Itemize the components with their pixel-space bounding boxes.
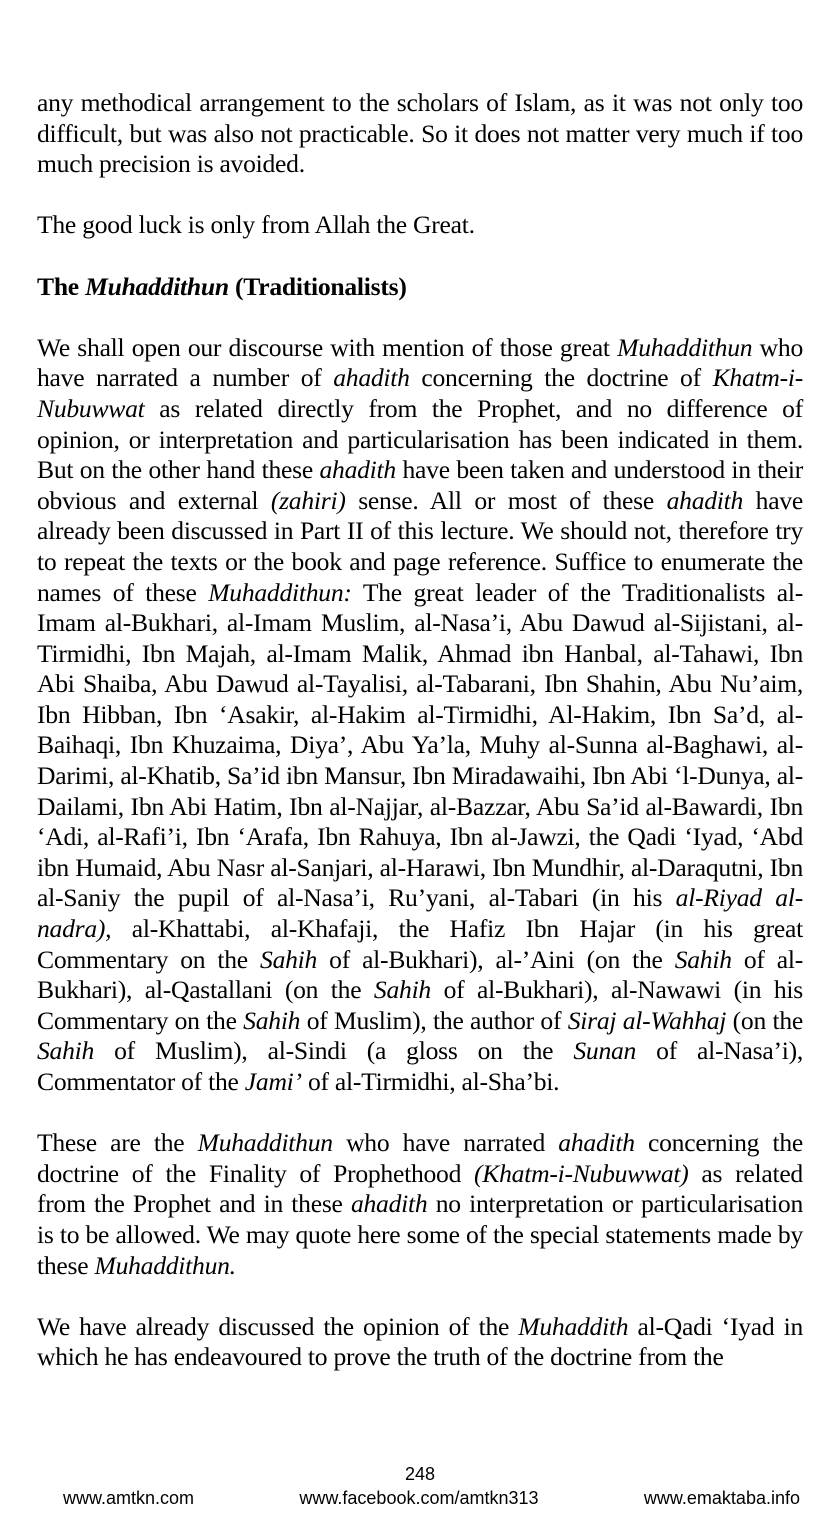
italic-term: ahadith	[350, 1189, 428, 1219]
paragraph-p1	[37, 88, 803, 180]
text-run: of al-Nasa’i), Commentator of the	[37, 1036, 803, 1096]
text-run: The good luck is only from Allah the Great.	[37, 210, 475, 240]
italic-term: Jami’	[244, 1067, 302, 1096]
italic-term: Sahih	[373, 975, 431, 1005]
text-run: (on the	[726, 1005, 803, 1035]
text-run: who have narrated	[332, 1128, 559, 1158]
text-run: have been taken and understood in their obvious and external	[37, 455, 803, 515]
italic-term: Muhaddith	[518, 1311, 629, 1341]
paragraph-p3	[37, 333, 803, 1098]
text-run: The	[37, 271, 86, 301]
italic-term: Sahih	[260, 944, 318, 974]
text-run: any methodical arrangement to the scholars of Islam, as it was not only too difficult, but was also not practicable. So it does not matter very much if too much precision is avoided.	[37, 88, 803, 179]
italic-term: (Khatm-i-Nubuwwat)	[474, 1158, 689, 1188]
text-run: of al-Bukhari), al-’Aini (on the	[317, 944, 675, 974]
footer-link-facebook[interactable]: www.facebook.com/amtkn313	[299, 1488, 539, 1508]
paragraph-p2	[37, 210, 803, 241]
footer-link-amtkn[interactable]: www.amtkn.com	[63, 1488, 195, 1508]
italic-term: al-Riyad al-nadra),	[37, 883, 803, 944]
text-run: as related from the Prophet and in these	[37, 1158, 803, 1219]
text-run: no interpretation or particularisation is to be allowed. We may quote here some of the special statements made by these	[37, 1189, 803, 1280]
text-run: who have narrated a number of	[37, 332, 803, 393]
text-run: of al-Bukhari), al-Qastallani (on the	[37, 944, 804, 1005]
footer-link-emaktaba[interactable]: www.emaktaba.info	[643, 1488, 800, 1508]
text-run: of Muslim), al-Sindi (a gloss on the	[94, 1036, 574, 1066]
text-run: al-Khattabi, al-Khafaji, the Hafiz Ibn Hajar (in his great Commentary on the	[37, 914, 803, 974]
italic-term: Muhaddithun.	[94, 1250, 236, 1280]
italic-term: Sahih	[674, 944, 732, 974]
italic-term: ahadith	[666, 485, 744, 515]
italic-term: ahadith	[333, 363, 410, 393]
italic-term: ahadith	[558, 1128, 635, 1158]
paragraph-p4	[37, 1128, 803, 1281]
italic-term: Sahih	[37, 1036, 95, 1066]
page-footer	[0, 1463, 840, 1509]
page-body	[37, 88, 803, 1373]
text-run: sense. All or most of these	[345, 485, 667, 515]
text-run: concerning the doctrine of the Finality of Prophethood	[37, 1128, 803, 1188]
italic-term: ahadith	[319, 455, 396, 485]
section-heading	[37, 272, 803, 303]
text-run: We have already discussed the opinion of the	[37, 1311, 519, 1341]
footer-links	[0, 1485, 840, 1509]
paragraph-p5	[37, 1312, 803, 1373]
italic-term: Siraj al-Wahhaj	[567, 1005, 727, 1035]
italic-term: Khatm-i-Nubuwwat	[37, 363, 803, 423]
italic-term: Muhaddithun	[85, 271, 229, 301]
text-run: of Muslim), the author of	[300, 1005, 568, 1035]
text-run: al-Qadi ‘Iyad in which he has endeavoured to prove the truth of the doctrine from the	[37, 1311, 803, 1372]
italic-term: Muhaddithun:	[208, 577, 352, 607]
text-run: These are the	[37, 1128, 198, 1158]
page-number: 248	[404, 1464, 436, 1484]
text-run: concerning the doctrine of	[409, 363, 713, 393]
text-run: of al-Bukhari), al-Nawawi (in his Commentary on the	[37, 975, 803, 1035]
italic-term: Sahih	[243, 1005, 301, 1035]
text-run: The great leader of the Traditionalists al-Imam al-Bukhari, al-Imam Muslim, al-Nasa’i, Abu Dawud al-Sijistani, al-Tirmidhi, Ibn Majah, al-Imam Malik, Ahmad ibn Hanbal, al-Tahawi, Ibn Abi Shaiba, Abu Dawud al-Tayalisi, al-Tabarani, Ibn Shahin, Abu Nu’aim, Ibn Hibban, Ibn ‘Asakir, al-Hakim al-Tirmidhi, Al-Hakim, Ibn Sa’d, al-Baihaqi, Ibn Khuzaima, Diya’, Abu Ya’la, Muhy al-Sunna al-Baghawi, al-Darimi, al-Khatib, Sa’id ibn Mansur, Ibn Miradawaihi, Ibn Abi ‘l-Dunya, al-Dailami, Ibn Abi Hatim, Ibn al-Najjar, al-Bazzar, Abu Sa’id al-Bawardi, Ibn ‘Adi, al-Rafi’i, Ibn ‘Arafa, Ibn Rahuya, Ibn al-Jawzi, the Qadi ‘Iyad, ‘Abd ibn Humaid, Abu Nasr al-Sanjari, al-Harawi, Ibn Mundhir, al-Daraqutni, Ibn al-Saniy the pupil of al-Nasa’i, Ru’yani, al-Tabari (in his	[37, 577, 803, 913]
italic-term: Muhaddithun	[197, 1128, 333, 1158]
text-run: of al-Tirmidhi, al-Sha’bi.	[301, 1067, 560, 1096]
italic-term: (zahiri)	[270, 485, 346, 515]
text-run: We shall open our discourse with mention of those great	[37, 332, 618, 362]
italic-term: Sunan	[573, 1036, 637, 1066]
text-run: (Traditionalists)	[228, 271, 407, 301]
text-run: have already been discussed in Part II of this lecture. We should not, therefore try to repeat the texts or the book and page reference. Suffice to enumerate the names of these	[37, 485, 804, 607]
italic-term: Muhaddithun	[617, 332, 753, 362]
text-run: as related directly from the Prophet, and no difference of opinion, or interpretation and particularisation has been indicated in them. But on the other hand these	[37, 393, 803, 485]
